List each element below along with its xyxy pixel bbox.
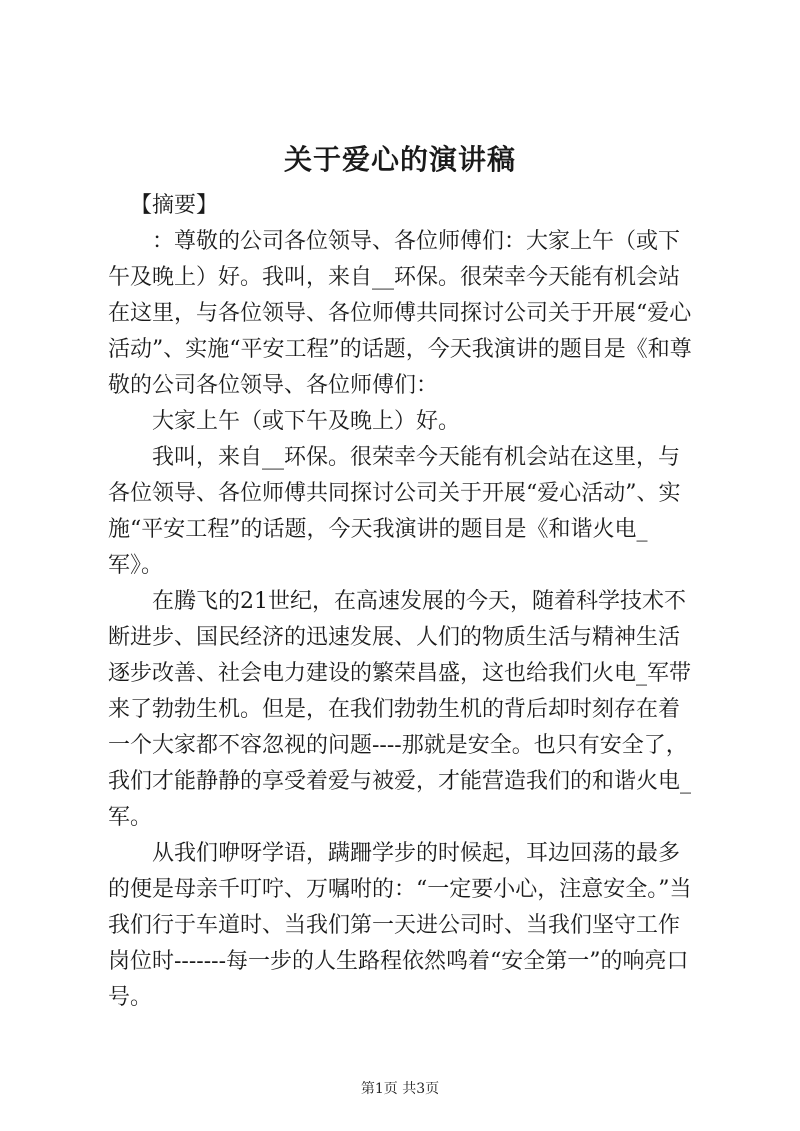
- page-footer: 第1页 共3页: [360, 1081, 440, 1097]
- page-title: 关于爱心的演讲稿: [283, 143, 516, 176]
- paragraph-4: 在腾飞的21世纪，在高速发展的今天，随着科学技术不断进步、国民经济的迅速发展、人们的物质生活与精神生活逐步改善、社会电力建设的繁荣昌盛，这也给我们火电_军带来了勃勃生机。但是，在我们勃勃生机的背后却时刻存在着一个大家都不容忽视的问题----那就是安全。也只有安全了，我们才能静静的享受着爱与被爱，才能营造我们的和谐火电_军。: [108, 589, 692, 830]
- paragraph-1: ：尊敬的公司各位领导、各位师傅们：大家上午（或下午及晚上）好。我叫，来自__环保。很荣幸今天能有机会站在这里，与各位领导、各位师傅共同探讨公司关于开展“爱心活动”、实施“平安工程”的话题，今天我演讲的题目是《和尊敬的公司各位领导、各位师傅们：: [108, 229, 692, 398]
- paragraph-5: 从我们咿呀学语，蹒跚学步的时候起，耳边回荡的最多的便是母亲千叮咛、万嘱咐的：“一定要小心，注意安全。”当我们行于车道时、当我们第一天进公司时、当我们坚守工作岗位时-------每一步的人生路程依然鸣着“安全第一”的响亮口号。: [108, 841, 692, 1010]
- paragraph-2: 大家上午（或下午及晚上）好。: [152, 409, 461, 434]
- abstract-label: 【摘要】: [130, 193, 219, 218]
- document-body: [108, 188, 698, 1016]
- paragraph-3: 我叫，来自__环保。很荣幸今天能有机会站在这里，与各位领导、各位师傅共同探讨公司关于开展“爱心活动”、实施“平安工程”的话题，今天我演讲的题目是《和谐火电_军》。: [108, 445, 681, 578]
